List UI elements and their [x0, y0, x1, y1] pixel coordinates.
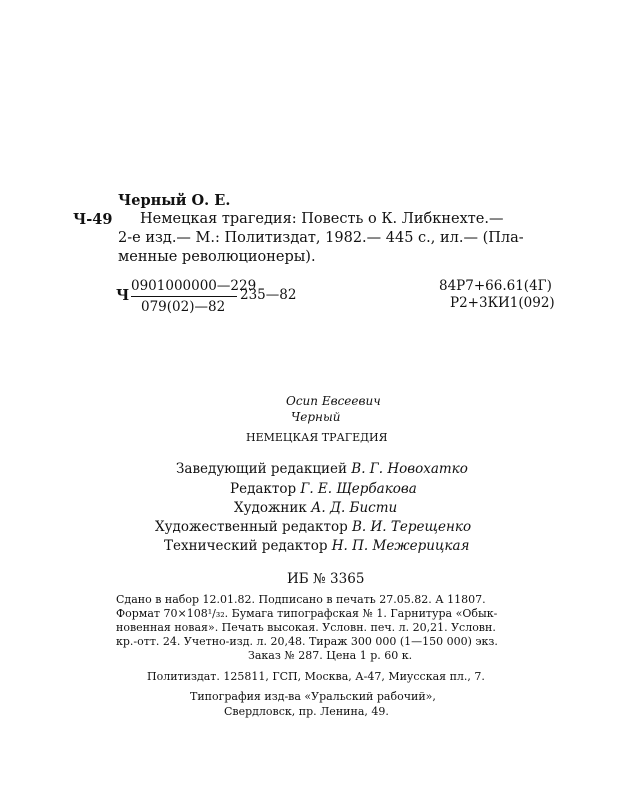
- catalog-author: Черный О. Е.: [118, 192, 231, 209]
- index-numerator: 0901000000—229: [131, 278, 257, 294]
- book-author-last-name: Черный: [291, 410, 341, 424]
- credit-technical-editor: [164, 538, 469, 554]
- credit-role: Художник: [234, 500, 307, 516]
- credit-editor-in-chief: [176, 461, 468, 477]
- imprint-line-5: Заказ № 287. Цена 1 р. 60 к.: [248, 649, 413, 662]
- credit-role: Технический редактор: [164, 538, 328, 554]
- printer-address: Свердловск, пр. Ленина, 49.: [224, 705, 389, 718]
- catalog-description-line-3: менные революционеры).: [118, 249, 316, 265]
- index-suffix: 235—82: [240, 287, 297, 303]
- printer-name: Типография изд-ва «Уральский рабочий»,: [190, 690, 436, 703]
- credit-name: Н. П. Межерицкая: [331, 538, 470, 554]
- classification-code-1: 84Р7+66.61(4Г): [439, 278, 552, 294]
- index-fraction-line: [131, 296, 237, 297]
- imprint-line-3: новенная новая». Печать высокая. Условн. печ. л. 20,21. Условн.: [116, 621, 496, 634]
- credit-editor: [230, 481, 417, 497]
- credit-role: Редактор: [230, 481, 297, 497]
- book-author-first-name: Осип Евсеевич: [286, 394, 381, 408]
- credit-name: А. Д. Бисти: [311, 500, 398, 516]
- credit-name: В. И. Терещенко: [352, 519, 472, 535]
- catalog-description-line-1: Немецкая трагедия: Повесть о К. Либкнехте.—: [140, 211, 504, 227]
- credit-name: Г. Е. Щербакова: [300, 481, 417, 497]
- credit-role: Художественный редактор: [155, 519, 348, 535]
- credit-art-editor: [155, 519, 471, 535]
- classification-code-2: Р2+3КИ1(092): [450, 295, 555, 311]
- publisher-address: Политиздат. 125811, ГСП, Москва, А-47, Миусская пл., 7.: [147, 670, 485, 683]
- imprint-line-1: Сдано в набор 12.01.82. Подписано в печать 27.05.82. А 11807.: [116, 593, 486, 606]
- imprint-line-2: Формат 70×108¹/₃₂. Бумага типографская № 1. Гарнитура «Обык-: [116, 607, 498, 620]
- index-prefix: Ч: [116, 287, 130, 304]
- book-title: НЕМЕЦКАЯ ТРАГЕДИЯ: [246, 431, 388, 444]
- credit-role: Заведующий редакцией: [176, 461, 347, 477]
- catalog-description-line-2: 2-е изд.— М.: Политиздат, 1982.— 445 с., ил.— (Пла-: [118, 230, 524, 246]
- ib-number: ИБ № 3365: [287, 571, 365, 587]
- credit-name: В. Г. Новохатко: [351, 461, 468, 477]
- imprint-line-4: кр.-отт. 24. Учетно-изд. л. 20,48. Тираж 300 000 (1—150 000) экз.: [116, 635, 498, 648]
- credit-artist: [234, 500, 397, 516]
- call-number: Ч-49: [73, 211, 113, 228]
- index-denominator: 079(02)—82: [141, 299, 226, 315]
